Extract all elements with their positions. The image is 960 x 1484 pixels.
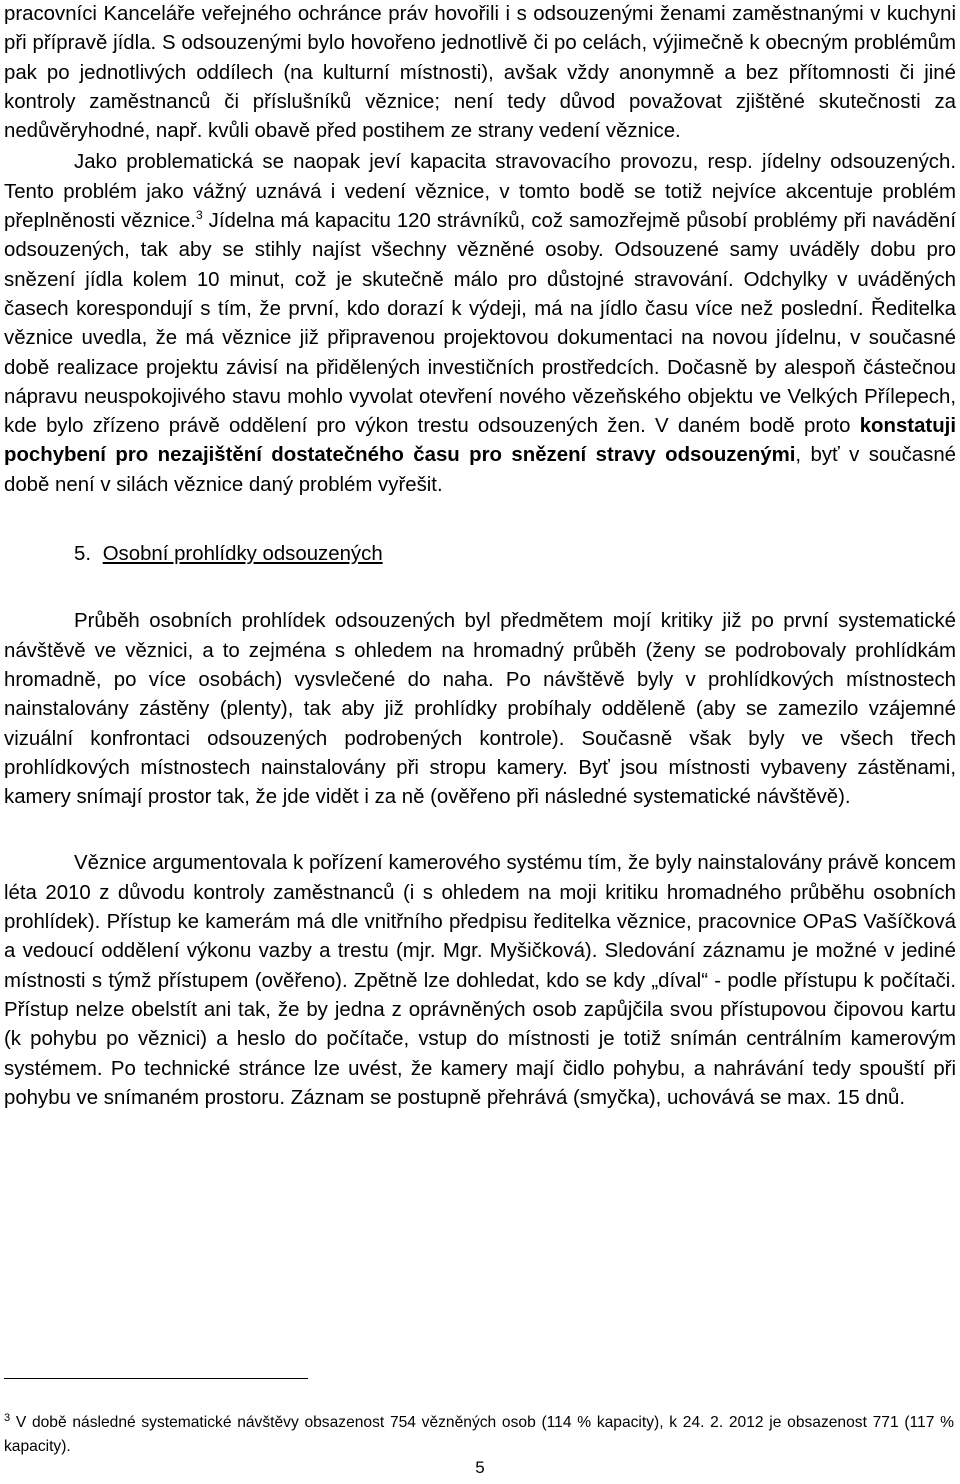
paragraph-camera-system (4, 849, 956, 1113)
paragraph-dining-capacity (4, 148, 956, 500)
paragraph-interviews (4, 0, 956, 146)
document-page (4, 0, 956, 1113)
paragraph-searches-text: Průběh osobních prohlídek odsouzených byl předmětem mojí kritiky již po první systematické návštěvě ve věznici, a to zejména s ohledem na hromadný průběh (ženy se podrobovaly prohlídkám hromadně, po více osobách) vysvlečené do naha. Po návštěvě byly v prohlídkových místnostech nainstalovány zástěny (plenty), tak aby již prohlídky probíhaly odděleně (aby se zamezilo vzájemné vizuální konfrontaci odsouzených podrobených kontrole). Současně však byly ve všech třech prohlídkových místnostech nainstalovány při stropu kamery. Byť jsou místnosti vybaveny zástěnami, kamery snímají prostor tak, že jde vidět i za ně (ověřeno při následné systematické návštěvě). (4, 610, 956, 809)
section-number: 5. (74, 543, 92, 566)
footnote-divider (4, 1378, 308, 1379)
dining-text-part1: Jako problematická se naopak jeví kapacita stravovacího provozu, resp. jídelny odsouzených. Tento problém jako vážný uznává i vedení věznice, v tomto bodě se totiž nejvíce akcentuje problém přeplněnosti věznice. (4, 151, 956, 233)
paragraph-camera-text: Věznice argumentovala k pořízení kamerového systému tím, že byly nainstalovány právě koncem léta 2010 z důvodu kontroly zaměstnanců (i s ohledem na moji kritiku hromadného průběhu osobních prohlídek). Přístup ke kamerám má dle vnitřního předpisu ředitelka věznice, pracovnice OPaS Vašíčková a vedoucí oddělení výkonu vazby a trestu (mjr. Mgr. Myšičková). Sledování záznamu je možné v jediné místnosti s týmž přístupem (ověřeno). Zpětně lze dohledat, kdo se kdy „díval“ - podle přístupu k počítači. Přístup nelze obelstít ani tak, že by jedna z oprávněných osob zapůjčila svou přístupovou čipovou kartu (k pohybu po věznici) a heslo do počítače, vstup do místnosti je totiž snímán centrálním kamerovým systémem. Po technické stránce lze uvést, že kamery mají čidlo pohybu, a nahrávání tedy spouští při pohybu ve snímaném prostoru. Záznam se postupně přehrává (smyčka), uchovává se max. 15 dnů. (4, 852, 956, 1109)
dining-text-part3: , byť v současné době není v silách věznice daný problém vyřešit. (4, 444, 956, 496)
footnote-reference[interactable]: 3 (195, 208, 203, 223)
page-number: 5 (475, 1458, 485, 1477)
footnote-marker: 3 (4, 1412, 11, 1424)
section-heading (4, 540, 956, 569)
dining-text-part2: Jídelna má kapacitu 120 strávníků, což samozřejmě působí problémy při navádění odsouzených, tak aby se stihly najíst všechny vězněné osoby. Odsouzené samy uváděly dobu pro snězení jídla kolem 10 minut, což je skutečně málo pro důstojné stravování. Odchylky v uváděných časech korespondují s tím, že první, kdo dorazí k výdeji, má na jídlo času více než poslední. Ředitelka věznice uvedla, že má věznice již připravenou projektovou dokumentaci na novou jídelnu, v současné době realizace projektu závisí na přidělených investičních prostředcích. Dočasně by alespoň částečnou nápravu neuspokojivého stavu mohlo vyvolat otevření nového vězeňského objektu ve Velkých Přílepech, kde bylo zřízeno právě oddělení pro výkon trestu odsouzených žen. V daném bodě proto (4, 210, 956, 438)
footnote-text: V době následné systematické návštěvy obsazenost 754 vězněných osob (114 % kapacity), k 24. 2. 2012 je obsazenost 771 (117 % kapacity). (4, 1414, 954, 1455)
paragraph-searches (4, 607, 956, 812)
section-title: Osobní prohlídky odsouzených (102, 543, 383, 566)
paragraph-interviews-text: pracovníci Kanceláře veřejného ochránce práv hovořili i s odsouzenými ženami zaměstnanými v kuchyni při přípravě jídla. S odsouzenými bylo hovořeno jednotlivě či po celách, výjimečně k obecným problémům pak po jednotlivých oddílech (na kulturní místnosti), avšak vždy anonymně a bez přítomnosti či jiné kontroly zaměstnanců či příslušníků věznice; není tedy důvod považovat zjištěné skutečnosti za nedůvěryhodné, např. kvůli obavě před postihem ze strany vedení věznice. (4, 3, 956, 143)
bold-finding: konstatuji pochybení pro nezajištění dostatečného času pro snězení stravy odsouzenými (4, 415, 956, 467)
footnote (4, 1411, 954, 1459)
